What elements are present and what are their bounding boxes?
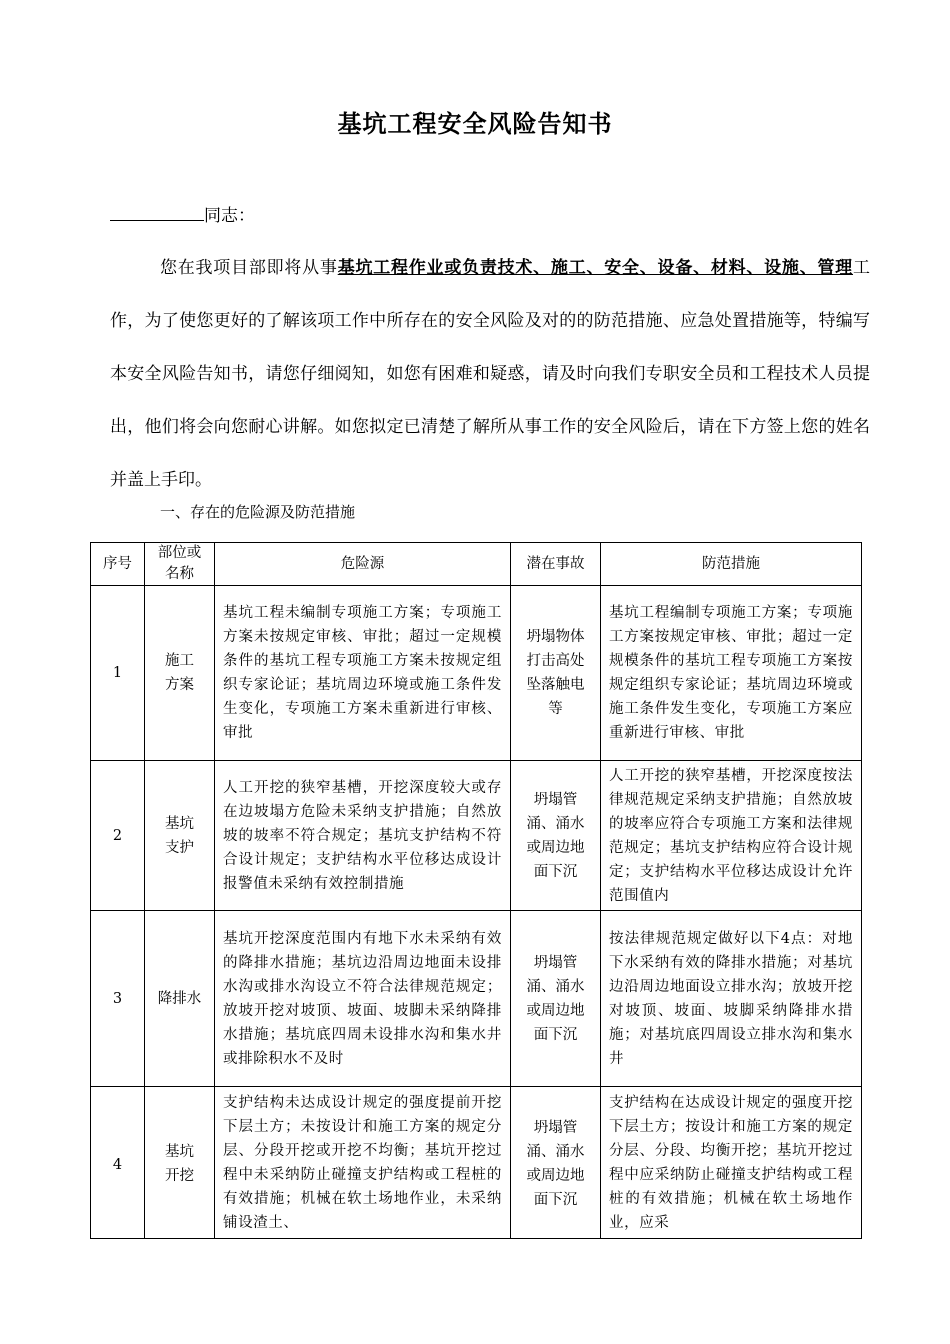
row-accident: 坍塌物体打击高处坠落触电等 (511, 586, 601, 761)
salutation-line (110, 202, 255, 229)
intro-paragraph (110, 242, 870, 507)
row-hazard: 基坑开挖深度范围内有地下水未采纳有效的降排水措施；基坑边沿周边地面未设排水沟或排水沟设立不符合法律规范规定；放坡开挖对坡顶、坡面、坡脚未采纳降排水措施；基坑底四周未设排水沟和集水井或排除积水不及时 (215, 911, 511, 1087)
row-part: 降排水 (145, 911, 215, 1087)
row-hazard: 人工开挖的狭窄基槽，开挖深度较大或存在边坡塌方危险未采纳支护措施；自然放坡的坡率不符合规定；基坑支护结构不符合设计规定；支护结构水平位移达成设计报警值未采纳有效控制措施 (215, 761, 511, 911)
row-no: 1 (91, 586, 145, 761)
row-measures: 基坑工程编制专项施工方案；专项施工方案按规定审核、审批；超过一定规模条件的基坑工程专项施工方案按规定组织专家论证；基坑周边环境或施工条件发生变化，专项施工方案应重新进行审核、审批 (601, 586, 862, 761)
table-row (91, 761, 862, 911)
salutation-text: 同志： (204, 206, 255, 226)
header-measures: 防范措施 (601, 543, 862, 586)
table-row (91, 1087, 862, 1239)
header-accident: 潜在事故 (511, 543, 601, 586)
table-row (91, 586, 862, 761)
row-measures: 按法律规范规定做好以下4点：对地下水采纳有效的降排水措施；对基坑边沿周边地面设立排水沟；放坡开挖对坡顶、坡面、坡脚采纳降排水措施；对基坑底四周设立排水沟和集水井 (601, 911, 862, 1087)
section-heading: 一、存在的危险源及防范措施 (160, 503, 356, 521)
row-hazard: 基坑工程未编制专项施工方案；专项施工方案未按规定审核、审批；超过一定规模条件的基坑工程专项施工方案未按规定组织专家论证；基坑周边环境或施工条件发生变化，专项施工方案未重新进行审核、审批 (215, 586, 511, 761)
row-accident: 坍塌管涌、涌水或周边地面下沉 (511, 761, 601, 911)
row-no: 2 (91, 761, 145, 911)
table-row (91, 911, 862, 1087)
row-hazard: 支护结构未达成设计规定的强度提前开挖下层土方；未按设计和施工方案的规定分层、分段开挖或开挖不均衡；基坑开挖过程中未采纳防止碰撞支护结构或工程桩的有效措施；机械在软土场地作业，未采纳铺设渣土、 (215, 1087, 511, 1239)
row-part: 基坑开挖 (145, 1087, 215, 1239)
row-no: 4 (91, 1087, 145, 1239)
row-part: 基坑支护 (145, 761, 215, 911)
page-title: 基坑工程安全风险告知书 (337, 109, 613, 138)
header-no: 序号 (91, 543, 145, 586)
intro-prefix: 您在我项目部即将从事 (160, 258, 338, 278)
row-measures: 支护结构在达成设计规定的强度开挖下层土方；按设计和施工方案的规定分层、分段、均衡开挖；基坑开挖过程中应采纳防止碰撞支护结构或工程桩的有效措施；机械在软土场地作业，应采 (601, 1087, 862, 1239)
row-accident: 坍塌管涌、涌水或周边地面下沉 (511, 911, 601, 1087)
row-measures: 人工开挖的狭窄基槽，开挖深度按法律规范规定采纳支护措施；自然放坡的坡率应符合专项施工方案和法律规范规定；基坑支护结构应符合设计规定；支护结构水平位移达成设计允许范围值内 (601, 761, 862, 911)
name-blank (110, 202, 204, 221)
row-no: 3 (91, 911, 145, 1087)
risk-table (90, 542, 862, 1239)
intro-rest: 工作，为了使您更好的了解该项工作中所存在的安全风险及对的的防范措施、应急处置措施等，特编写本安全风险告知书，请您仔细阅知，如您有困难和疑惑，请及时向我们专职安全员和工程技术人员提出，他们将会向您耐心讲解。如您拟定已清楚了解所从事工作的安全风险后，请在下方签上您的姓名并盖上手印。 (110, 258, 871, 490)
intro-emphasis: 基坑工程作业或负责技术、施工、安全、设备、材料、设施、管理 (337, 258, 854, 278)
header-part: 部位或名称 (145, 543, 215, 586)
row-part: 施工方案 (145, 586, 215, 761)
table-header-row (91, 543, 862, 586)
row-accident: 坍塌管涌、涌水或周边地面下沉 (511, 1087, 601, 1239)
header-hazard: 危险源 (215, 543, 511, 586)
